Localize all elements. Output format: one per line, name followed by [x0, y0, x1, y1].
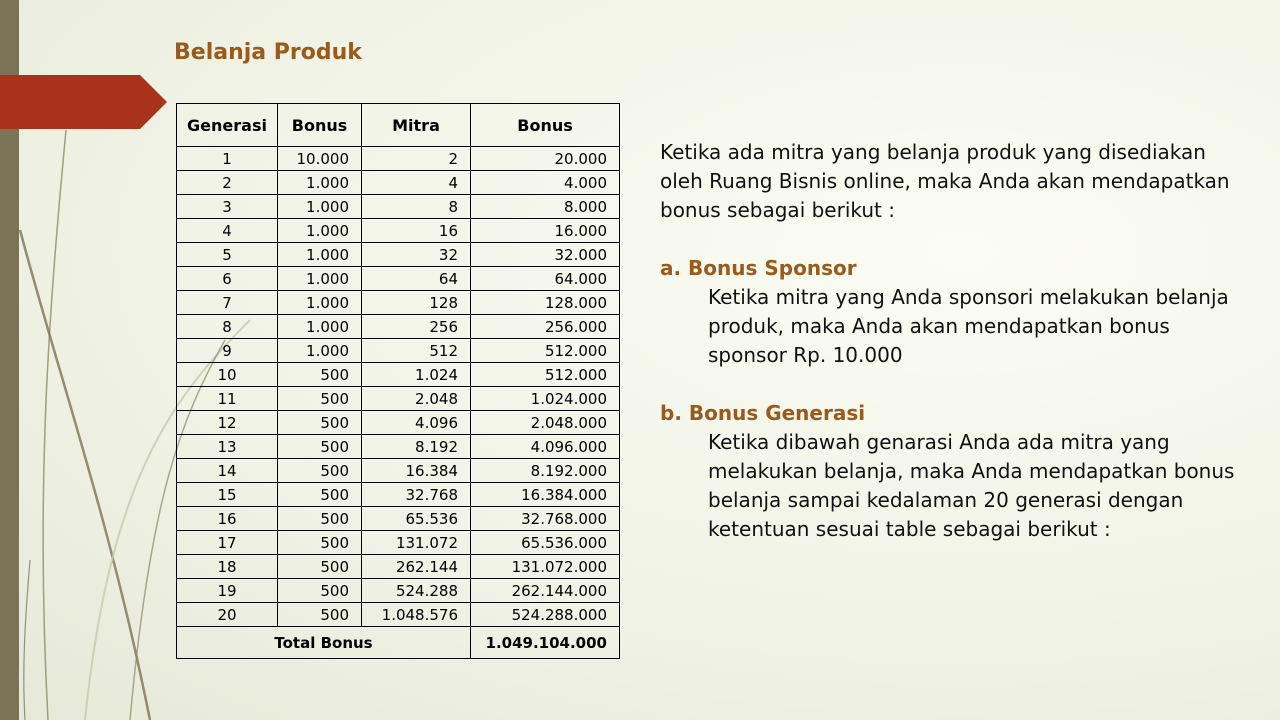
table-header-row	[177, 104, 620, 147]
cell-mitra: 2.048	[362, 387, 471, 411]
cell-bonus: 1.000	[278, 339, 362, 363]
cell-total-bonus: 128.000	[471, 291, 620, 315]
section-b-heading: b. Bonus Generasi	[660, 401, 866, 425]
cell-mitra: 131.072	[362, 531, 471, 555]
cell-generasi: 18	[177, 555, 278, 579]
table-row	[177, 411, 620, 435]
cell-total-bonus: 65.536.000	[471, 531, 620, 555]
cell-mitra: 8.192	[362, 435, 471, 459]
cell-mitra: 4.096	[362, 411, 471, 435]
section-a-heading: a. Bonus Sponsor	[660, 256, 857, 280]
table-row	[177, 435, 620, 459]
cell-mitra: 64	[362, 267, 471, 291]
cell-bonus: 500	[278, 363, 362, 387]
cell-bonus: 1.000	[278, 267, 362, 291]
cell-mitra: 1.024	[362, 363, 471, 387]
cell-generasi: 11	[177, 387, 278, 411]
cell-total-bonus: 512.000	[471, 339, 620, 363]
header-bonus: Bonus	[278, 104, 362, 147]
table-row	[177, 291, 620, 315]
table-row	[177, 243, 620, 267]
cell-mitra: 262.144	[362, 555, 471, 579]
cell-generasi: 7	[177, 291, 278, 315]
cell-bonus: 1.000	[278, 243, 362, 267]
cell-generasi: 17	[177, 531, 278, 555]
table-row	[177, 555, 620, 579]
section-b-text: Ketika dibawah genarasi Anda ada mitra yang melakukan belanja, maka Anda mendapatkan bonus belanja sampai kedalaman 20 generasi dengan ketentuan sesuai table sebagai berikut :	[708, 430, 1235, 541]
cell-bonus: 1.000	[278, 315, 362, 339]
table-row	[177, 147, 620, 171]
cell-total-bonus: 16.384.000	[471, 483, 620, 507]
cell-generasi: 12	[177, 411, 278, 435]
cell-mitra: 512	[362, 339, 471, 363]
cell-total-bonus: 32.000	[471, 243, 620, 267]
cell-mitra: 16	[362, 219, 471, 243]
cell-total-bonus: 256.000	[471, 315, 620, 339]
cell-total-bonus: 524.288.000	[471, 603, 620, 627]
cell-bonus: 500	[278, 603, 362, 627]
intro-text: Ketika ada mitra yang belanja produk yang disediakan oleh Ruang Bisnis online, maka Anda akan mendapatkan bonus sebagai berikut :	[660, 140, 1230, 222]
cell-total-bonus: 131.072.000	[471, 555, 620, 579]
cell-bonus: 1.000	[278, 219, 362, 243]
cell-generasi: 13	[177, 435, 278, 459]
cell-mitra: 128	[362, 291, 471, 315]
cell-total-bonus: 32.768.000	[471, 507, 620, 531]
bonus-table	[176, 103, 620, 659]
slide-title: Belanja Produk	[174, 40, 362, 65]
cell-bonus: 10.000	[278, 147, 362, 171]
total-label: Total Bonus	[177, 627, 471, 659]
cell-mitra: 32.768	[362, 483, 471, 507]
table-row	[177, 531, 620, 555]
table-row	[177, 339, 620, 363]
cell-bonus: 1.000	[278, 171, 362, 195]
cell-generasi: 15	[177, 483, 278, 507]
cell-bonus: 500	[278, 531, 362, 555]
description-panel	[660, 138, 1240, 544]
cell-total-bonus: 4.000	[471, 171, 620, 195]
cell-total-bonus: 4.096.000	[471, 435, 620, 459]
cell-total-bonus: 1.024.000	[471, 387, 620, 411]
cell-total-bonus: 512.000	[471, 363, 620, 387]
table-row	[177, 267, 620, 291]
table-row	[177, 507, 620, 531]
cell-bonus: 500	[278, 507, 362, 531]
cell-generasi: 10	[177, 363, 278, 387]
cell-bonus: 500	[278, 555, 362, 579]
cell-bonus: 500	[278, 435, 362, 459]
total-row	[177, 627, 620, 659]
table-row	[177, 171, 620, 195]
cell-total-bonus: 2.048.000	[471, 411, 620, 435]
table-row	[177, 315, 620, 339]
cell-generasi: 3	[177, 195, 278, 219]
cell-mitra: 4	[362, 171, 471, 195]
cell-mitra: 2	[362, 147, 471, 171]
cell-generasi: 1	[177, 147, 278, 171]
cell-mitra: 8	[362, 195, 471, 219]
cell-generasi: 8	[177, 315, 278, 339]
cell-total-bonus: 262.144.000	[471, 579, 620, 603]
table-row	[177, 195, 620, 219]
cell-generasi: 5	[177, 243, 278, 267]
table-row	[177, 579, 620, 603]
cell-total-bonus: 64.000	[471, 267, 620, 291]
cell-generasi: 14	[177, 459, 278, 483]
table-row	[177, 387, 620, 411]
cell-bonus: 1.000	[278, 195, 362, 219]
table-body	[177, 147, 620, 659]
cell-total-bonus: 8.192.000	[471, 459, 620, 483]
cell-bonus: 500	[278, 387, 362, 411]
cell-total-bonus: 16.000	[471, 219, 620, 243]
cell-bonus: 500	[278, 411, 362, 435]
cell-mitra: 1.048.576	[362, 603, 471, 627]
cell-generasi: 6	[177, 267, 278, 291]
cell-generasi: 4	[177, 219, 278, 243]
cell-mitra: 524.288	[362, 579, 471, 603]
cell-mitra: 65.536	[362, 507, 471, 531]
table-row	[177, 603, 620, 627]
cell-generasi: 9	[177, 339, 278, 363]
cell-mitra: 32	[362, 243, 471, 267]
table-row	[177, 363, 620, 387]
cell-generasi: 16	[177, 507, 278, 531]
table-row	[177, 459, 620, 483]
table-row	[177, 219, 620, 243]
cell-mitra: 256	[362, 315, 471, 339]
cell-generasi: 19	[177, 579, 278, 603]
header-total-bonus: Bonus	[471, 104, 620, 147]
total-value: 1.049.104.000	[471, 627, 620, 659]
cell-bonus: 1.000	[278, 291, 362, 315]
cell-bonus: 500	[278, 579, 362, 603]
cell-generasi: 20	[177, 603, 278, 627]
cell-bonus: 500	[278, 483, 362, 507]
cell-total-bonus: 20.000	[471, 147, 620, 171]
table-row	[177, 483, 620, 507]
cell-generasi: 2	[177, 171, 278, 195]
cell-mitra: 16.384	[362, 459, 471, 483]
section-a-text: Ketika mitra yang Anda sponsori melakukan belanja produk, maka Anda akan mendapatkan bonus sponsor Rp. 10.000	[708, 285, 1229, 367]
header-mitra: Mitra	[362, 104, 471, 147]
cell-bonus: 500	[278, 459, 362, 483]
cell-total-bonus: 8.000	[471, 195, 620, 219]
header-generasi: Generasi	[177, 104, 278, 147]
